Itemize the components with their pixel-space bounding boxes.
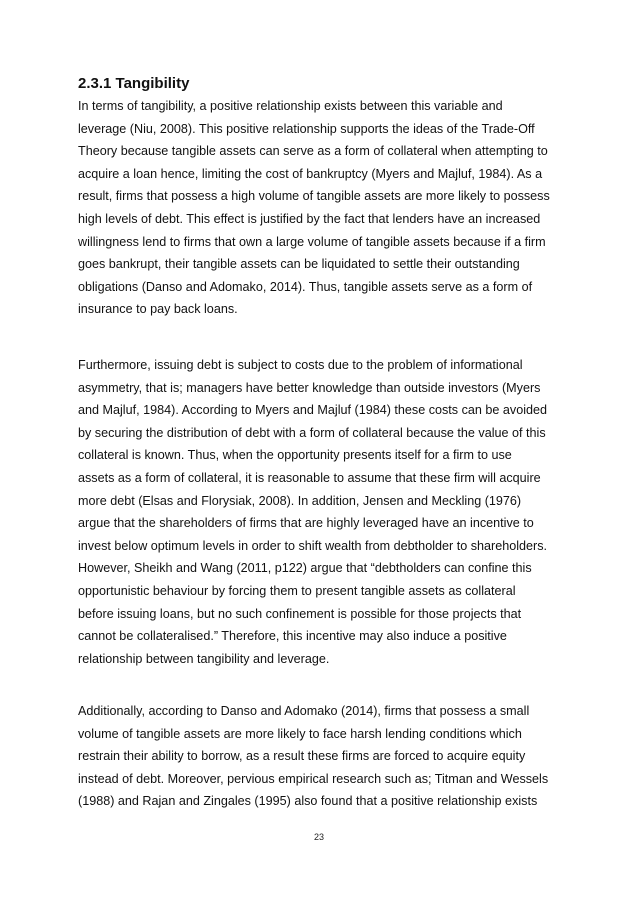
text-line: restrain their ability to borrow, as a result these firms are forced to acquire equity	[78, 749, 526, 764]
text-line: Theory because tangible assets can serve as a form of collateral when attempting to	[78, 144, 548, 159]
page-number: 23	[313, 832, 324, 842]
text-line: collateral is known. Thus, when the opportunity presents itself for a firm to use	[78, 448, 512, 463]
text-line: acquire a loan hence, limiting the cost of bankruptcy (Myers and Majluf, 1984). As a	[78, 166, 543, 181]
text-line: asymmetry, that is; managers have better knowledge than outside investors (Myers	[78, 380, 541, 395]
text-line: before issuing loans, but no such confinement is possible for those projects that	[78, 606, 522, 621]
text-line: volume of tangible assets are more likely to face harsh lending conditions which	[78, 726, 522, 741]
text-line: invest below optimum levels in order to shift wealth from debtholder to shareholders.	[78, 538, 548, 553]
text-line: more debt (Elsas and Florysiak, 2008). In addition, Jensen and Meckling (1976)	[78, 493, 522, 508]
text-line: willingness lend to firms that own a large volume of tangible assets because if a firm	[78, 234, 546, 249]
paragraph-3	[78, 700, 568, 813]
text-line: by securing the distribution of debt with a form of collateral because the value of this	[78, 425, 546, 440]
text-line: high levels of debt. This effect is justified by the fact that lenders have an increased	[78, 211, 541, 226]
text-line: leverage (Niu, 2008). This positive relationship supports the ideas of the Trade-Off	[78, 121, 535, 136]
paragraph-2	[78, 354, 568, 670]
text-line: obligations (Danso and Adomako, 2014). Thus, tangible assets serve as a form of	[78, 279, 533, 294]
text-line: Furthermore, issuing debt is subject to costs due to the problem of informational	[78, 358, 523, 372]
text-line: and Majluf, 1984). According to Myers and Majluf (1984) these costs can be avoided	[78, 403, 548, 418]
paragraph-1	[78, 95, 568, 321]
text-line: opportunistic behaviour by forcing them to present tangible assets as collateral	[78, 583, 516, 598]
text-line: assets as a form of collateral, it is reasonable to assume that these firm will acquire	[78, 470, 541, 485]
text-line: instead of debt. Moreover, pervious empirical research such as; Titman and Wessels	[78, 771, 549, 786]
text-line: (1988) and Rajan and Zingales (1995) also found that a positive relationship exists	[78, 794, 538, 809]
text-line: insurance to pay back loans.	[78, 302, 238, 317]
text-line: Additionally, according to Danso and Adomako (2014), firms that possess a small	[78, 704, 530, 718]
text-line: goes bankrupt, their tangible assets can be liquidated to settle their outstanding	[78, 257, 520, 272]
text-line: However, Sheikh and Wang (2011, p122) argue that “debtholders can confine this	[78, 561, 532, 576]
text-line: result, firms that possess a high volume of tangible assets are more likely to possess	[78, 189, 550, 204]
section-heading: 2.3.1 Tangibility	[78, 75, 190, 92]
text-line: In terms of tangibility, a positive relationship exists between this variable and	[78, 99, 503, 113]
text-line: argue that the shareholders of firms that are highly leveraged have an incentive to	[78, 516, 534, 531]
text-line: cannot be collateralised.” Therefore, this incentive may also induce a positive	[78, 629, 507, 644]
text-line: relationship between tangibility and leverage.	[78, 651, 330, 666]
